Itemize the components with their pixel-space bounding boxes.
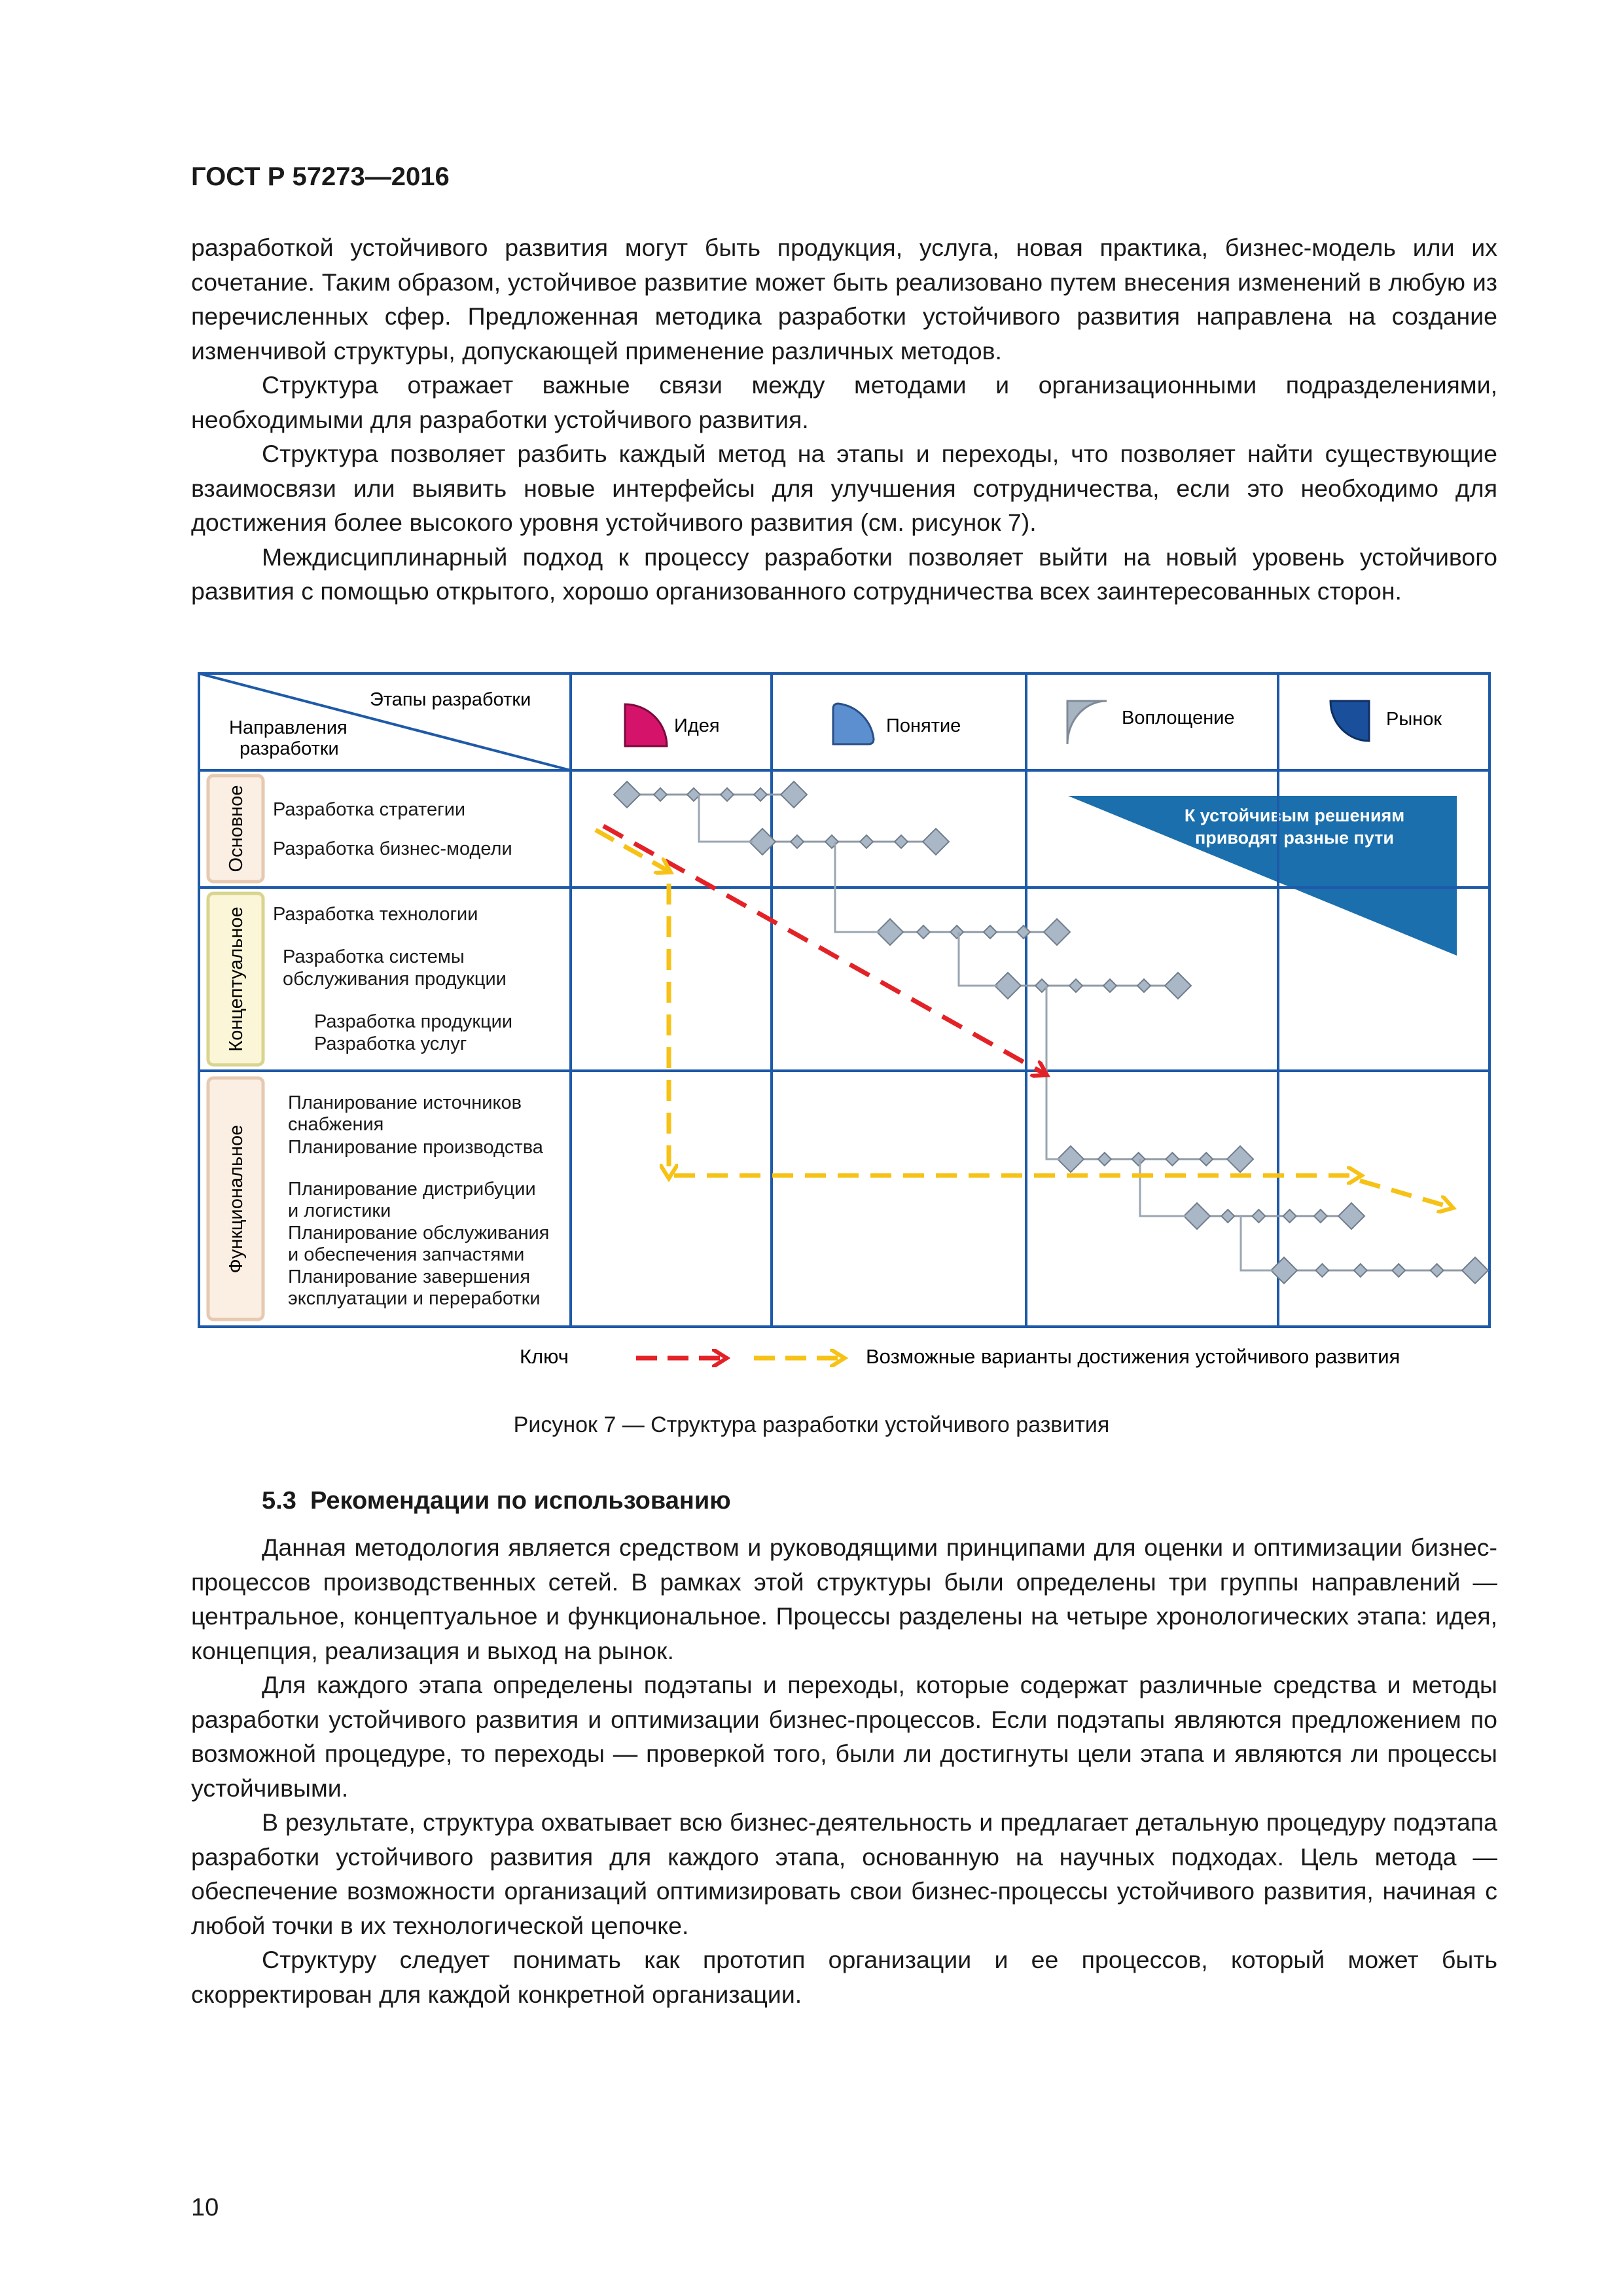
chain-connector	[959, 932, 998, 986]
chain-connector	[699, 795, 753, 842]
row-label: и логистики	[288, 1200, 391, 1221]
row-label: Планирование дистрибуции	[288, 1179, 536, 1200]
process-diamond	[791, 835, 804, 848]
pennant-quarter-icon	[1330, 701, 1369, 741]
process-diamond	[950, 925, 963, 939]
stage-label-idea: Идея	[674, 715, 720, 736]
stage-label-realization: Воплощение	[1122, 708, 1235, 728]
row-label: Планирование обслуживания	[288, 1223, 550, 1244]
process-diamond	[1058, 1146, 1084, 1172]
standard-header: ГОСТ Р 57273—2016	[191, 162, 450, 191]
process-diamond	[1165, 973, 1191, 999]
process-diamond	[1283, 1210, 1296, 1223]
paragraph: Структура отражает важные связи между методами и организационными подразделениями, необходимыми для разработки устойчивого развития.	[191, 371, 1497, 433]
row-label: Планирование источников	[288, 1092, 522, 1113]
callout-line1: К устойчивым решениям	[1184, 806, 1405, 825]
group-label-conceptual: Концептуальное	[226, 906, 247, 1052]
process-diamond	[721, 788, 734, 801]
row-label: Планирование производства	[288, 1137, 543, 1158]
process-diamond	[1017, 925, 1030, 939]
section-number: 5.3	[262, 1487, 296, 1515]
process-diamond	[654, 788, 667, 801]
process-diamond	[984, 925, 997, 939]
process-diamond	[1315, 1264, 1329, 1277]
figure-caption: Рисунок 7 — Структура разработки устойчивого развития	[513, 1412, 1110, 1437]
paragraph: В результате, структура охватывает всю бизнес-деятельность и предлагает детальную процедуру подэтапа разработки устойчивого развития для каждого этапа, основанную на научных подходах. Цель метода — обеспечение возможности организаций оптимизировать свои бизнес-процессы устойчивого развития, начиная с любой точки в их технологической цепочке.	[191, 1808, 1497, 1939]
process-diamond	[1221, 1210, 1234, 1223]
paragraph: Структуру следует понимать как прототип организации и ее процессов, который может быть скорректирован для каждой конкретной организации.	[191, 1946, 1497, 2008]
process-diamond	[1166, 1153, 1179, 1166]
yellow-path-arrow	[1360, 1181, 1450, 1207]
paragraph: Структура позволяет разбить каждый метод на этапы и переходы, что позволяет найти существующие взаимосвязи или выявить новые интерфейсы для улучшения сотрудничества, если это необходимо для достижения более высокого уровня устойчивого развития (см. рисунок 7).	[191, 440, 1497, 536]
process-diamond	[1252, 1210, 1265, 1223]
chain-connector	[1140, 1159, 1186, 1216]
paragraph: разработкой устойчивого развития могут быть продукция, услуга, новая практика, бизнес-модель или их сочетание. Таким образом, устойчивое развитие может быть реализовано путем внесения изменений в любую из перечисленных сфер. Предложенная методика разработки устойчивого развития направлена на создание изменчивой структуры, допускающей применение различных методов.	[191, 234, 1497, 365]
page-number: 10	[191, 2194, 219, 2221]
process-diamond	[1227, 1146, 1253, 1172]
concave-quarter-icon	[1067, 701, 1107, 744]
rounded-quarter-icon	[833, 704, 874, 744]
section-title: Рекомендации по использованию	[310, 1487, 731, 1515]
process-diamond	[754, 788, 767, 801]
key-label: Ключ	[520, 1345, 569, 1368]
process-diamond	[1338, 1203, 1364, 1229]
row-label: Разработка бизнес-модели	[273, 838, 512, 859]
corner-directions-label: разработки	[240, 738, 339, 759]
process-diamond	[895, 835, 908, 848]
row-label: Разработка продукции	[314, 1011, 513, 1032]
process-diamond	[1431, 1264, 1444, 1277]
process-diamond	[781, 781, 807, 808]
process-diamond	[1314, 1210, 1327, 1223]
process-diamond	[614, 781, 640, 808]
process-diamond	[877, 919, 903, 945]
row-label: и обеспечения запчастями	[288, 1244, 525, 1265]
section-heading	[262, 1487, 731, 1515]
process-diamond	[1137, 979, 1150, 992]
section-text	[191, 1530, 1497, 2011]
process-diamond	[1044, 919, 1070, 945]
paragraph: Междисциплинарный подход к процессу разработки позволяет выйти на новый уровень устойчивого развития с помощью открытого, хорошо организованного сотрудничества всех заинтересованных сторон.	[191, 543, 1497, 605]
process-diamond	[1392, 1264, 1405, 1277]
key-description: Возможные варианты достижения устойчивого развития	[866, 1345, 1400, 1368]
paragraph: Данная методология является средством и руководящими принципами для оценки и оптимизации бизнес-процессов производственных сетей. В рамках этой структуры были определены три группы направлений — центральное, концептуальное и функциональное. Процессы разделены на четыре хронологических этапа: идея, концепция, реализация и выход на рынок.	[191, 1534, 1497, 1664]
row-label: Разработка технологии	[273, 904, 478, 925]
row-label: Разработка стратегии	[273, 799, 466, 820]
quarter-circle-icon	[625, 704, 667, 746]
process-diamond	[860, 835, 873, 848]
corner-stages-label: Этапы разработки	[370, 689, 531, 710]
paragraph: Для каждого этапа определены подэтапы и переходы, которые содержат различные средства и методы разработки устойчивого развития и оптимизации бизнес-процессов. Если подэтапы являются предложением по возможной процедуре, то переходы — проверкой того, были ли достигнуты цели этапа и являются ли процессы устойчивыми.	[191, 1671, 1497, 1802]
process-diamond	[1184, 1203, 1210, 1229]
chain-connector	[1241, 1216, 1274, 1270]
group-label-main: Основное	[226, 785, 247, 872]
process-diamond	[1462, 1257, 1488, 1283]
row-label: Планирование завершения	[288, 1266, 531, 1287]
process-diamond	[1103, 979, 1116, 992]
process-diamond	[995, 973, 1021, 999]
process-diamond	[1354, 1264, 1367, 1277]
row-label: снабжения	[288, 1114, 384, 1135]
stage-label-market: Рынок	[1386, 709, 1442, 730]
row-label: эксплуатации и переработки	[288, 1288, 541, 1309]
process-diamond	[917, 925, 930, 939]
process-diamond	[1132, 1153, 1145, 1166]
row-label: обслуживания продукции	[283, 969, 507, 990]
row-label: Разработка услуг	[314, 1033, 467, 1054]
corner-directions-label: Направления	[229, 717, 348, 738]
process-diamond	[1098, 1153, 1111, 1166]
callout-line2: приводят разные пути	[1194, 828, 1395, 848]
process-diamond	[1271, 1257, 1297, 1283]
yellow-path-arrow	[596, 830, 668, 870]
chain-connector	[1046, 986, 1060, 1159]
stage-label-concept: Понятие	[886, 715, 961, 736]
process-diamond	[825, 835, 838, 848]
process-diamond	[1069, 979, 1082, 992]
row-label: Разработка системы	[283, 946, 465, 967]
process-diamond	[923, 829, 949, 855]
process-diamond	[1200, 1153, 1213, 1166]
group-label-functional: Функциональное	[226, 1124, 247, 1274]
